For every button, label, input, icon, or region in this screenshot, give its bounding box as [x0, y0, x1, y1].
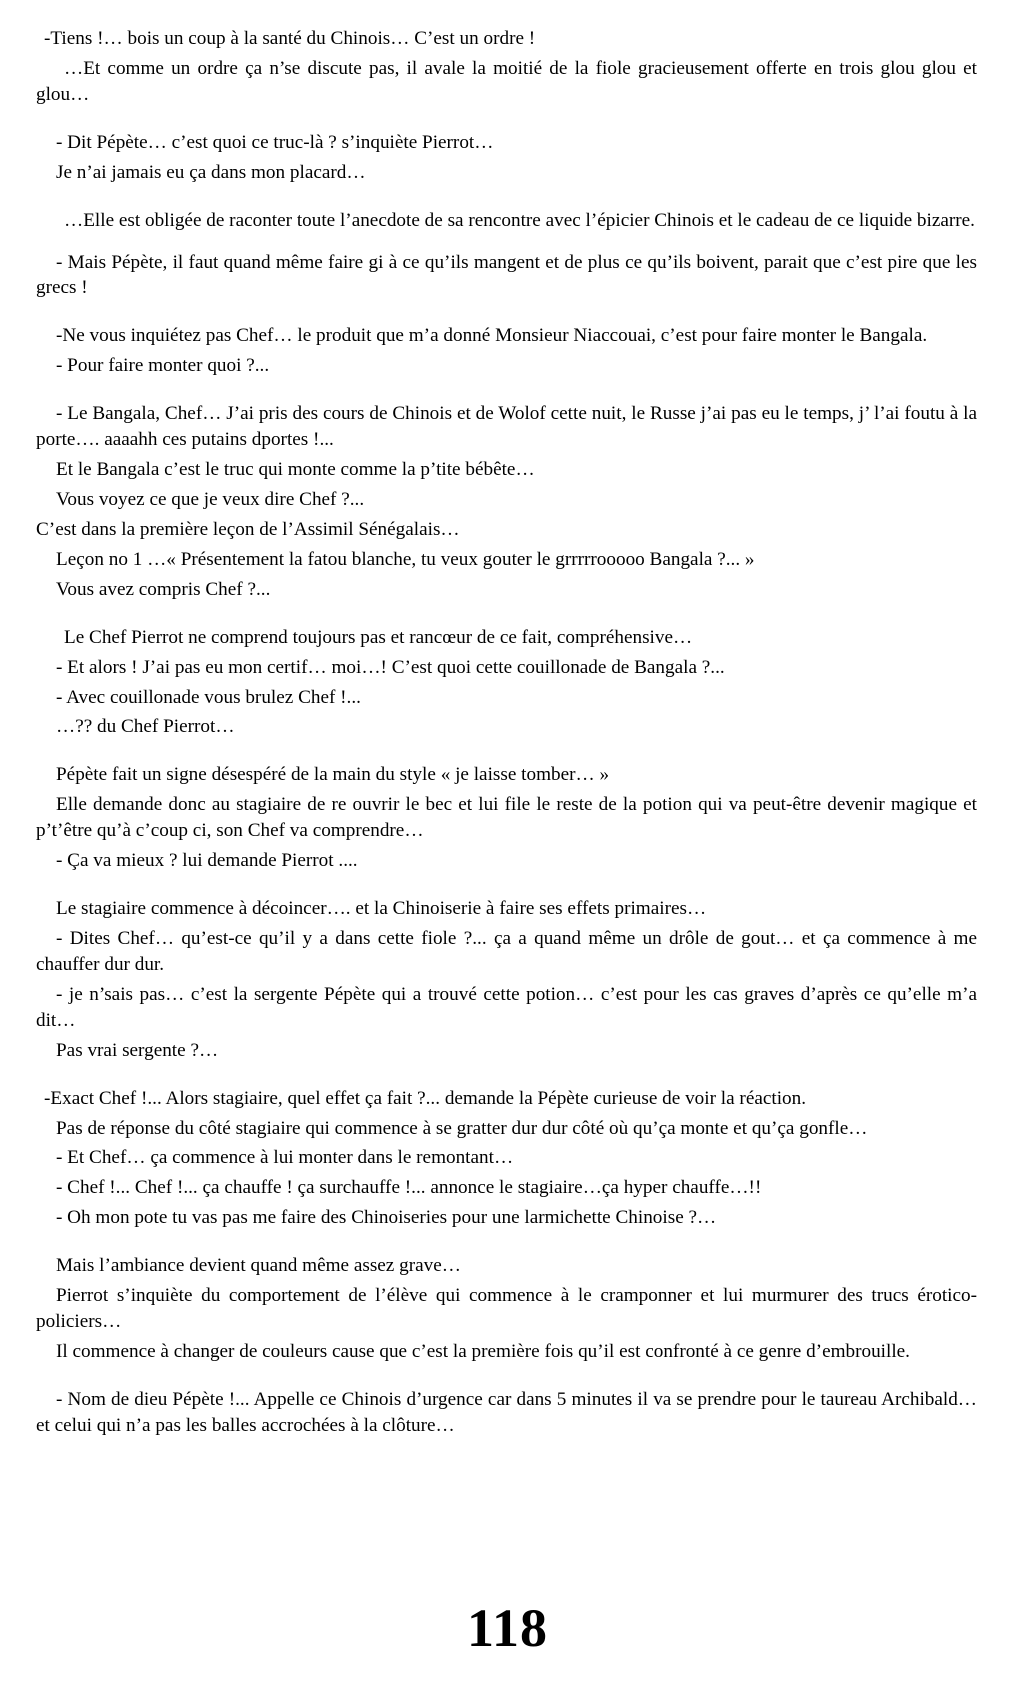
- paragraph: Pépète fait un signe désespéré de la main du style « je laisse tomber… »: [56, 764, 610, 786]
- paragraph: - Chef !... Chef !... ça chauffe ! ça surchauffe !... annonce le stagiaire…ça hyper chauffe…!!: [56, 1177, 762, 1199]
- paragraph: - Le Bangala, Chef… J’ai pris des cours de Chinois et de Wolof cette nuit, le Russe j’ai pas eu le temps, j’ l’ai foutu à la porte…. aaaahh ces putains dportes !...: [36, 403, 977, 451]
- paragraph: -Ne vous inquiétez pas Chef… le produit que m’a donné Monsieur Niaccouai, c’est pour faire monter le Bangala.: [56, 325, 928, 347]
- paragraph: Mais l’ambiance devient quand même assez grave…: [56, 1255, 461, 1277]
- paragraph: Il commence à changer de couleurs cause que c’est la première fois qu’il est confronté à ce genre d’embrouille.: [56, 1340, 910, 1362]
- paragraph: …Et comme un ordre ça n’se discute pas, il avale la moitié de la fiole gracieusement offerte en trois glou glou et glou…: [36, 57, 977, 105]
- paragraph: - Ça va mieux ? lui demande Pierrot ....: [56, 850, 358, 872]
- paragraph: - Dit Pépète… c’est quoi ce truc-là ? s’inquiète Pierrot…: [56, 131, 494, 153]
- paragraph: - Mais Pépète, il faut quand même faire gi à ce qu’ils mangent et de plus ce qu’ils boivent, parait que c’est pire que les grecs !: [36, 251, 977, 299]
- paragraph: - Avec couillonade vous brulez Chef !...: [56, 686, 361, 708]
- page-body-text: [36, 26, 977, 1439]
- paragraph: -Exact Chef !... Alors stagiaire, quel effet ça fait ?... demande la Pépète curieuse de voir la réaction.: [44, 1087, 807, 1109]
- paragraph: -Tiens !… bois un coup à la santé du Chinois… C’est un ordre !: [44, 28, 536, 49]
- paragraph: Pas vrai sergente ?…: [56, 1039, 219, 1061]
- paragraph: Le Chef Pierrot ne comprend toujours pas et rancœur de ce fait, compréhensive…: [64, 626, 693, 648]
- paragraph: Le stagiaire commence à décoincer…. et la Chinoiserie à faire ses effets primaires…: [56, 898, 707, 920]
- paragraph: Vous voyez ce que je veux dire Chef ?...: [56, 488, 365, 510]
- paragraph: Vous avez compris Chef ?...: [56, 578, 271, 600]
- paragraph: - Pour faire monter quoi ?...: [56, 355, 270, 377]
- paragraph: …?? du Chef Pierrot…: [56, 716, 235, 738]
- paragraph: Et le Bangala c’est le truc qui monte comme la p’tite bébête…: [56, 459, 535, 481]
- paragraph: Pierrot s’inquiète du comportement de l’élève qui commence à le cramponner et lui murmurer des trucs érotico-policiers…: [36, 1285, 977, 1333]
- paragraph: - Oh mon pote tu vas pas me faire des Chinoiseries pour une larmichette Chinoise ?…: [56, 1207, 717, 1229]
- paragraph: - Dites Chef… qu’est-ce qu’il y a dans cette fiole ?... ça a quand même un drôle de gout… et ça commence à me chauffer dur dur.: [36, 927, 977, 975]
- paragraph: Je n’ai jamais eu ça dans mon placard…: [56, 161, 366, 183]
- paragraph: Elle demande donc au stagiaire de re ouvrir le bec et lui file le reste de la potion qui va peut-être devenir magique et p’t’être qu’à c’coup ci, son Chef va comprendre…: [36, 794, 977, 842]
- paragraph: Leçon no 1 …« Présentement la fatou blanche, tu veux gouter le grrrrrooooo Bangala ?... »: [56, 548, 755, 570]
- paragraph: - Et alors ! J’ai pas eu mon certif… moi…! C’est quoi cette couillonade de Bangala ?...: [56, 656, 725, 678]
- paragraph: Pas de réponse du côté stagiaire qui commence à se gratter dur dur côté où qu’ça monte et qu’ça gonfle…: [56, 1117, 868, 1139]
- paragraph: …Elle est obligée de raconter toute l’anecdote de sa rencontre avec l’épicier Chinois et le cadeau de ce liquide bizarre.: [64, 209, 975, 231]
- paragraph: - Nom de dieu Pépète !... Appelle ce Chinois d’urgence car dans 5 minutes il va se prendre pour le taureau Archibald… et celui qui n’a pas les balles accrochées à la clôture…: [36, 1388, 977, 1436]
- paragraph: - je n’sais pas… c’est la sergente Pépète qui a trouvé cette potion… c’est pour les cas graves d’après ce qu’elle m’a dit…: [36, 983, 977, 1031]
- page-number: 118: [466, 1598, 549, 1658]
- paragraph: C’est dans la première leçon de l’Assimil Sénégalais…: [36, 518, 460, 540]
- paragraph: - Et Chef… ça commence à lui monter dans le remontant…: [56, 1147, 514, 1169]
